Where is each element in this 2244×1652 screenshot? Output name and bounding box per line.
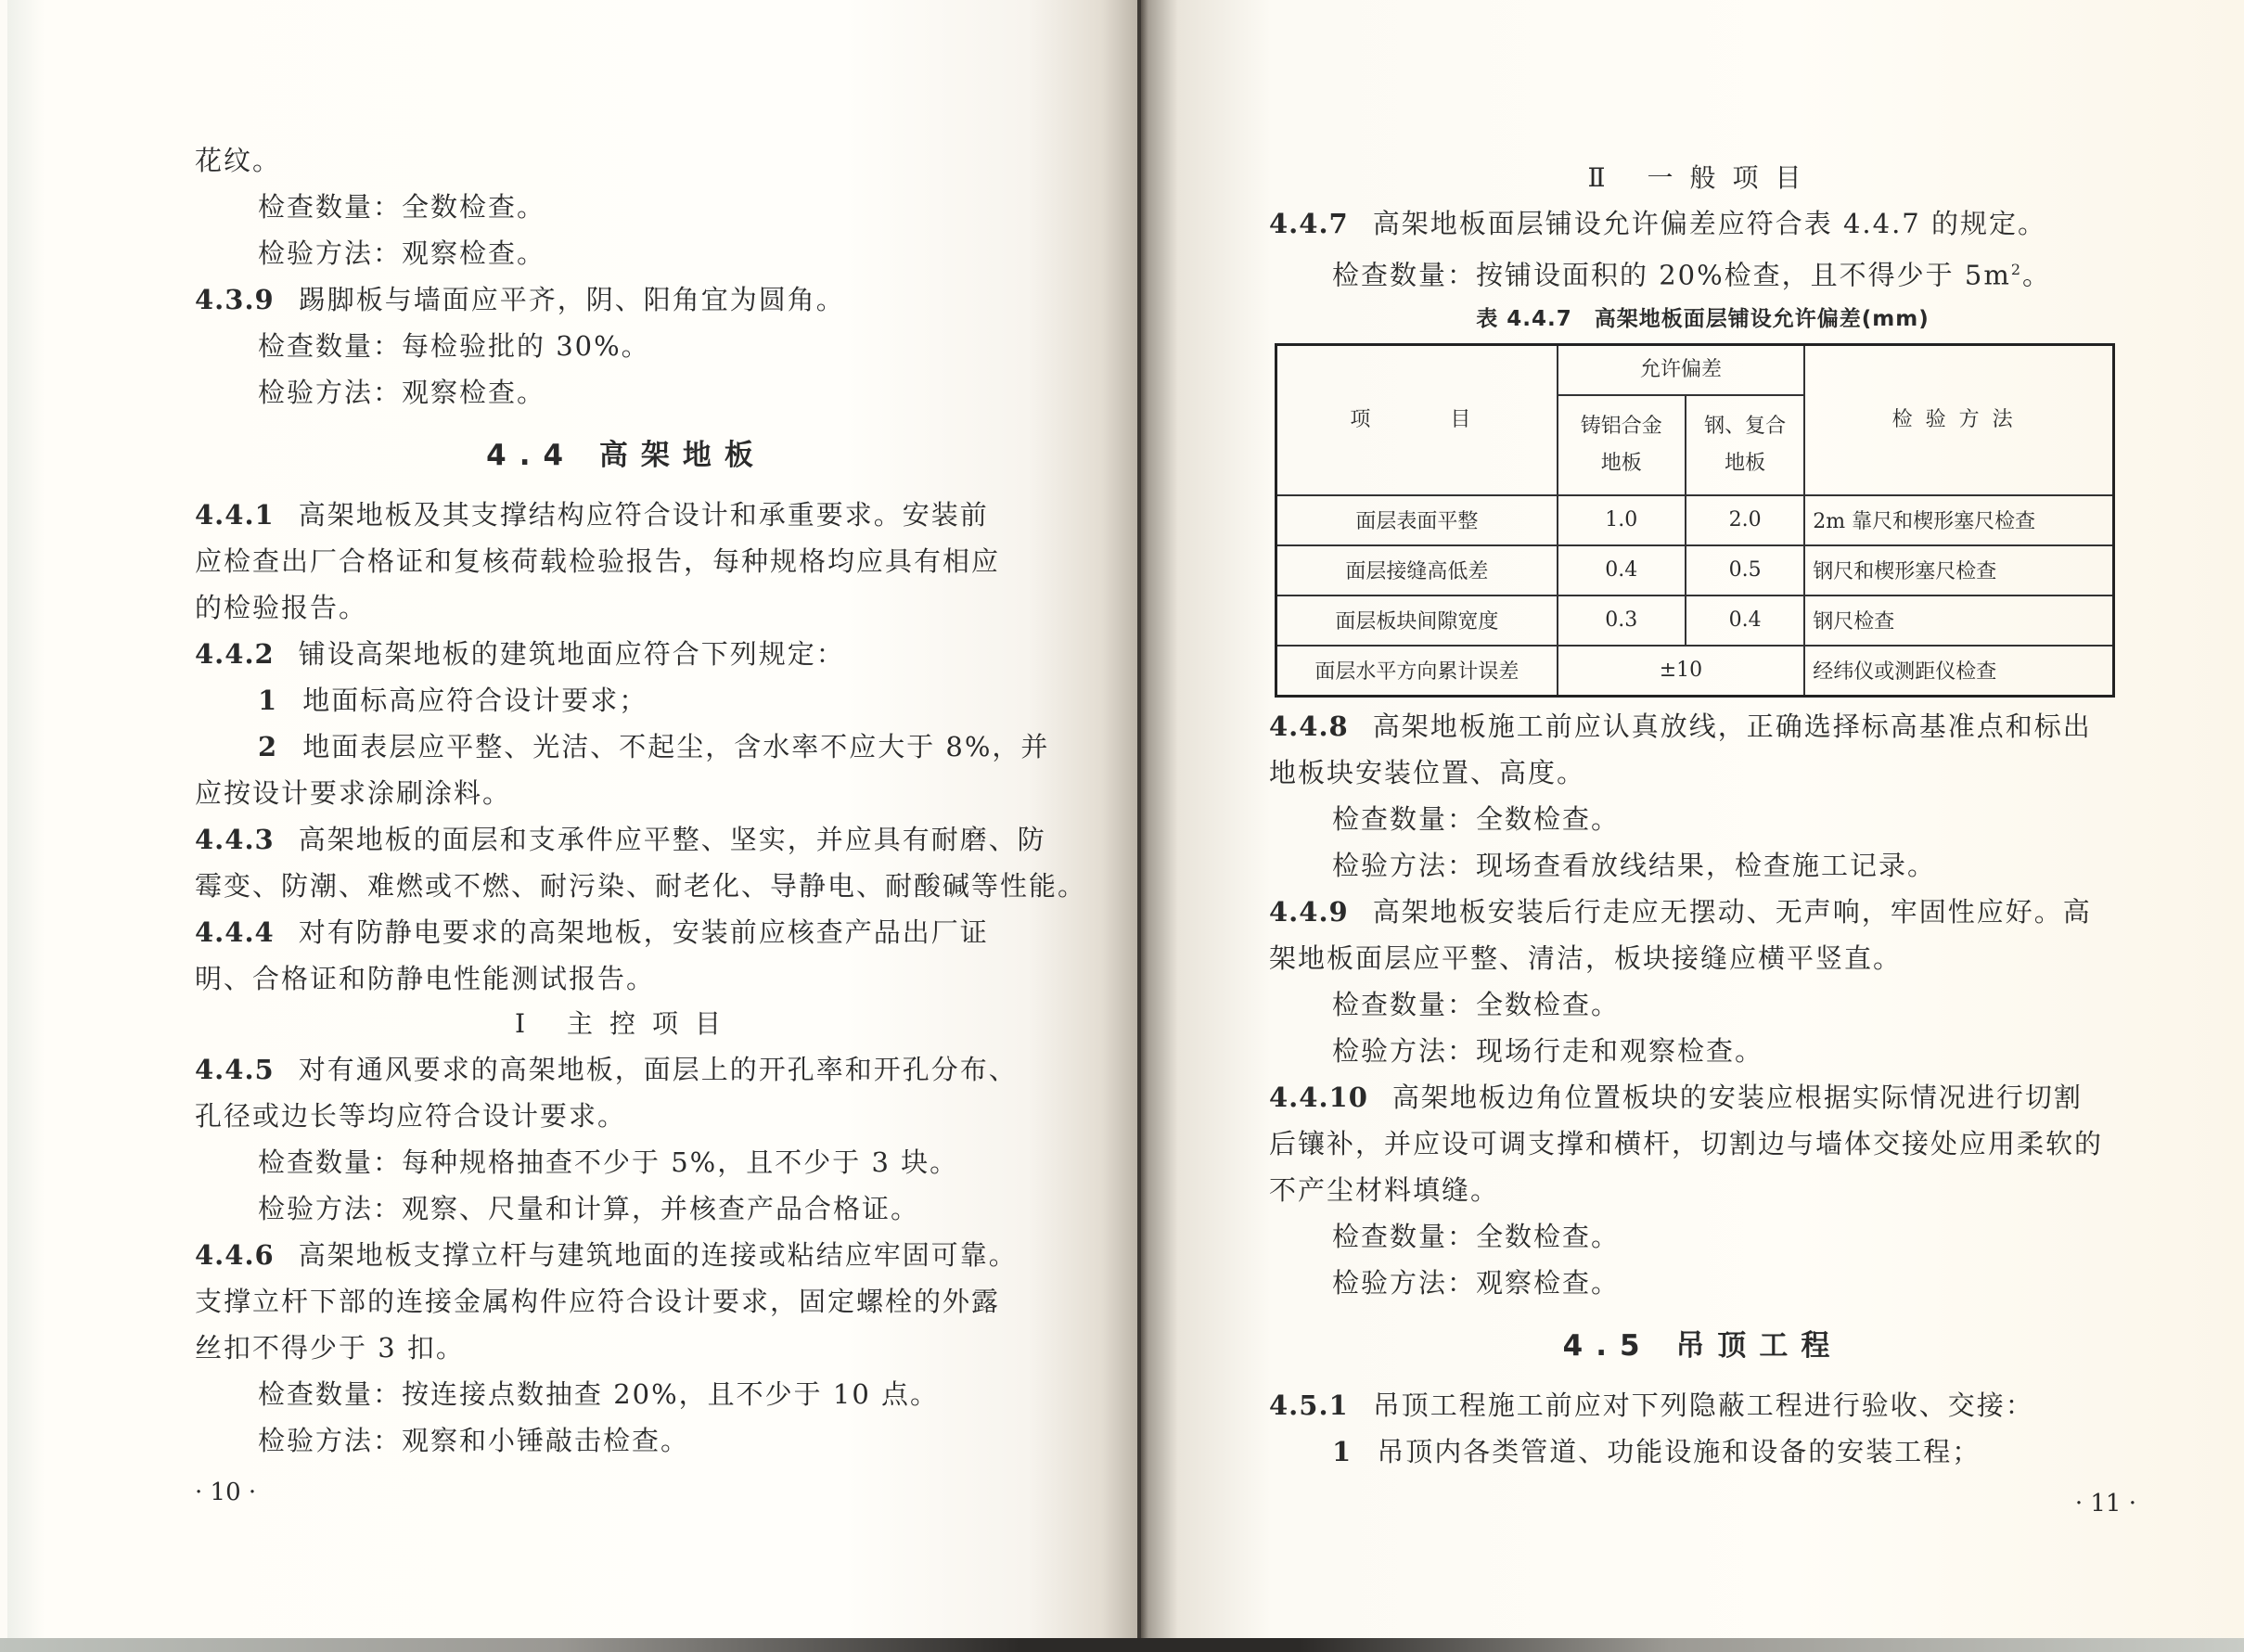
- check-text: 检查数量：按铺设面积的 20%检查，且不得少于 5m: [1332, 259, 2011, 291]
- check-quantity: 检查数量：全数检查。: [1332, 988, 1621, 1020]
- cell-item: 面层表面平整: [1276, 495, 1558, 545]
- table-row: [1276, 595, 2114, 646]
- check-quantity: 检查数量：全数检查。: [258, 191, 546, 223]
- clause-4-4-2: [195, 631, 1058, 677]
- cell-method: 钢尺和楔形塞尺检查: [1804, 545, 2113, 595]
- right-page-content: [1269, 156, 2136, 1527]
- clause-number: 4.4.6: [195, 1239, 275, 1271]
- scan-edge: [0, 1638, 2244, 1652]
- check-quantity: [1269, 247, 2136, 299]
- cell-v2: 0.5: [1686, 545, 1804, 595]
- clause-text-cont: 霉变、防潮、难燃或不燃、耐污染、耐老化、导静电、耐酸碱等性能。: [195, 870, 1087, 902]
- item-number: 1: [258, 685, 279, 716]
- superscript: 2: [2010, 261, 2023, 278]
- clause-text-cont: 的检验报告。: [195, 592, 368, 623]
- clause-text: 高架地板及其支撑结构应符合设计和承重要求。安装前: [298, 499, 989, 531]
- clause-text: 高架地板的面层和支承件应平整、坚实，并应具有耐磨、防: [298, 824, 1046, 855]
- header-line: 钢、复合: [1704, 414, 1787, 438]
- check-method: 检验方法：观察检查。: [258, 237, 546, 269]
- header-steel-composite: [1686, 395, 1804, 495]
- clause-text: 吊顶工程施工前应对下列隐蔽工程进行验收、交接：: [1372, 1389, 2034, 1421]
- check-text-end: 。: [2022, 259, 2052, 291]
- right-page: [1141, 0, 2244, 1638]
- check-quantity: 检查数量：全数检查。: [1332, 1220, 1621, 1252]
- cell-method: 钢尺检查: [1804, 595, 2113, 646]
- cell-item: 面层水平方向累计误差: [1276, 646, 1558, 697]
- cell-v1: 0.4: [1558, 545, 1686, 595]
- section-title-4-5: 4.5 吊顶工程: [1562, 1328, 1843, 1363]
- clause-number: 4.3.9: [195, 284, 275, 315]
- check-method: 检验方法：现场查看放线结果，检查施工记录。: [1332, 849, 1937, 881]
- clause-text-cont: 孔径或边长等均应符合设计要求。: [195, 1100, 627, 1132]
- check-method: 检验方法：观察、尺量和计算，并核查产品合格证。: [258, 1193, 920, 1224]
- header-method: 检验方法: [1804, 344, 2113, 495]
- table-row: [1276, 646, 2114, 697]
- clause-number: 4.4.2: [195, 638, 275, 670]
- clause-text-cont: 不产尘材料填缝。: [1269, 1173, 1500, 1206]
- clause-number: 4.4.1: [195, 499, 275, 531]
- clause-4-4-9: [1269, 889, 2136, 935]
- header-cast-aluminum: [1558, 395, 1686, 495]
- clause-text: 高架地板边角位置板块的安装应根据实际情况进行切割: [1391, 1081, 2083, 1113]
- clause-number: 4.5.1: [1269, 1389, 1349, 1421]
- clause-4-4-4: [195, 909, 1058, 955]
- cell-item: 面层接缝高低差: [1276, 545, 1558, 595]
- table-row: [1276, 545, 2114, 595]
- list-item-1: [195, 677, 1058, 724]
- item-text: 吊顶内各类管道、功能设施和设备的安装工程；: [1377, 1435, 1981, 1467]
- table-caption: 表 4.4.7 高架地板面层铺设允许偏差(mm): [1476, 306, 1930, 331]
- clause-text-cont: 支撑立杆下部的连接金属构件应符合设计要求，固定螺栓的外露: [195, 1286, 1001, 1317]
- header-line: 地板: [1600, 451, 1642, 475]
- clause-text: 铺设高架地板的建筑地面应符合下列规定：: [298, 638, 845, 670]
- table-row: [1276, 495, 2114, 545]
- deviation-table: [1275, 343, 2115, 698]
- continuation-text: 花纹。: [195, 145, 282, 176]
- header-item: 项 目: [1276, 344, 1558, 495]
- clause-number: 4.4.5: [195, 1054, 275, 1085]
- check-quantity: 检查数量：每种规格抽查不少于 5%，且不少于 3 块。: [258, 1146, 959, 1178]
- list-item-2: [195, 724, 1058, 770]
- clause-number: 4.4.3: [195, 824, 275, 855]
- clause-4-4-3: [195, 816, 1058, 863]
- item-number: 1: [1332, 1435, 1353, 1467]
- clause-4-4-10: [1269, 1074, 2136, 1121]
- cell-v2: 2.0: [1686, 495, 1804, 545]
- subsection-main-control: Ⅰ 主控项目: [515, 1008, 737, 1039]
- clause-text: 踢脚板与墙面应平齐，阴、阳角宜为圆角。: [298, 284, 845, 315]
- clause-text-cont: 应检查出厂合格证和复核荷载检验报告，每种规格均应具有相应: [195, 545, 1001, 577]
- clause-text: 对有通风要求的高架地板，面层上的开孔率和开孔分布、: [298, 1054, 1018, 1085]
- clause-4-3-9: [195, 276, 1058, 323]
- section-title-4-4: 4.4 高架地板: [486, 439, 766, 472]
- header-line: 铸铝合金: [1580, 414, 1662, 438]
- clause-number: 4.4.4: [195, 916, 275, 948]
- clause-text-cont: 丝扣不得少于 3 扣。: [195, 1332, 465, 1364]
- page-number-left: · 10 ·: [195, 1479, 257, 1506]
- cell-method: 经纬仪或测距仪检查: [1804, 646, 2113, 697]
- left-page-content: [195, 137, 1087, 1516]
- clause-text-cont: 地板块安装位置、高度。: [1269, 756, 1586, 788]
- item-number: 2: [258, 731, 279, 762]
- clause-4-4-7: [1269, 200, 2136, 247]
- check-quantity: 检查数量：全数检查。: [1332, 802, 1621, 835]
- list-item-1: [1269, 1428, 2136, 1475]
- page-number-right: · 11 ·: [2074, 1489, 2136, 1518]
- clause-text: 高架地板安装后行走应无摆动、无声响，牢固性应好。高: [1372, 895, 2092, 928]
- item-text: 地面表层应平整、光洁、不起尘，含水率不应大于 8%，并: [302, 731, 1050, 762]
- clause-4-4-6: [195, 1232, 1058, 1278]
- item-text-cont: 应按设计要求涂刷涂料。: [195, 777, 512, 809]
- clause-number: 4.4.10: [1269, 1081, 1368, 1113]
- cell-v1: 1.0: [1558, 495, 1686, 545]
- clause-4-4-1: [195, 492, 1058, 538]
- clause-number: 4.4.7: [1269, 208, 1349, 239]
- clause-4-4-8: [1269, 703, 2136, 749]
- check-method: 检验方法：观察和小锤敲击检查。: [258, 1425, 690, 1456]
- cell-v1: 0.3: [1558, 595, 1686, 646]
- cell-v2: 0.4: [1686, 595, 1804, 646]
- left-page: [7, 0, 1141, 1638]
- clause-4-5-1: [1269, 1382, 2136, 1428]
- header-line: 地板: [1725, 451, 1766, 475]
- check-method: 检验方法：观察检查。: [258, 377, 546, 408]
- clause-number: 4.4.8: [1269, 710, 1349, 742]
- check-method: 检验方法：现场行走和观察检查。: [1332, 1034, 1764, 1067]
- clause-text: 高架地板支撑立杆与建筑地面的连接或粘结应牢固可靠。: [298, 1239, 1018, 1271]
- cell-item: 面层板块间隙宽度: [1276, 595, 1558, 646]
- clause-text: 高架地板面层铺设允许偏差应符合表 4.4.7 的规定。: [1372, 208, 2046, 239]
- clause-4-4-5: [195, 1046, 1058, 1093]
- clause-text-cont: 明、合格证和防静电性能测试报告。: [195, 963, 656, 994]
- cell-method: 2m 靠尺和楔形塞尺检查: [1804, 495, 2113, 545]
- cell-merged: ±10: [1558, 646, 1805, 697]
- clause-text: 对有防静电要求的高架地板，安装前应核查产品出厂证: [298, 916, 989, 948]
- clause-text-cont: 后镶补，并应设可调支撑和横杆，切割边与墙体交接处应用柔软的: [1269, 1127, 2104, 1159]
- clause-number: 4.4.9: [1269, 895, 1349, 928]
- item-text: 地面标高应符合设计要求；: [302, 685, 648, 716]
- check-quantity: 检查数量：每检验批的 30%。: [258, 330, 650, 362]
- clause-text-cont: 架地板面层应平整、清洁，板块接缝应横平竖直。: [1269, 941, 1903, 974]
- header-allowed-deviation: 允许偏差: [1558, 344, 1805, 395]
- check-quantity: 检查数量：按连接点数抽查 20%，且不少于 10 点。: [258, 1378, 940, 1410]
- clause-text: 高架地板施工前应认真放线，正确选择标高基准点和标出: [1372, 710, 2092, 742]
- check-method: 检验方法：观察检查。: [1332, 1266, 1621, 1299]
- subsection-general: Ⅱ 一般项目: [1587, 162, 1818, 193]
